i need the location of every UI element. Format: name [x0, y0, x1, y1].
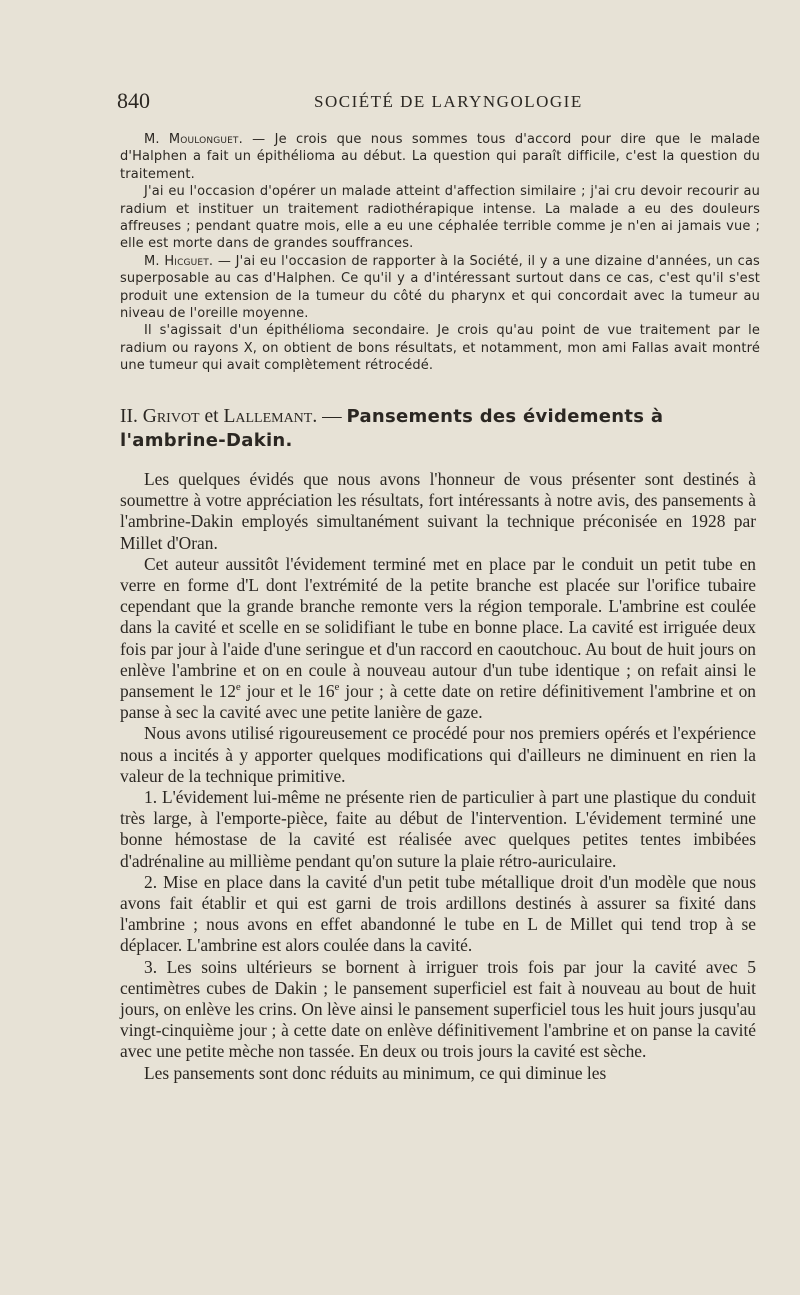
author-name: Grivot — [142, 406, 200, 427]
speaker-name: M. Hicguet. — [144, 253, 214, 269]
body-text: Cet auteur aussitôt l'évidement terminé met en place par le conduit un petit tube en verre en forme d'L dont l'extrémité de la petite branche est placée sur l'orifice tubaire cependant que la grande branche remonte vers la région temporale. L'ambrine est coulée dans la cavité et scelle en se solidifiant le tube en bonne place. La cavité est irriguée deux fois par jour à l'aide d'une seringue et d'un raccord en caoutchouc. Au bout de huit jours on enlève l'ambrine et on en coule à nouveau autour d'un tube identique ; on refait ainsi le pansement le 12 — [120, 553, 756, 702]
discussion-text: — J'ai eu l'occasion de rapporter à la Société, il y a une dizaine d'années, un cas superposable au cas d'Halphen. Ce qu'il y a d'intéressant surtout dans ce cas, c'est qu'il s'est produit une extension de la tumeur du côté du pharynx et qui concordait avec la tumeur au niveau de l'oreille moyenne. — [120, 253, 760, 322]
body-paragraph — [120, 554, 756, 724]
discussion-paragraph — [120, 253, 760, 323]
discussion-paragraph — [120, 183, 760, 253]
body-paragraph: Les quelques évidés que nous avons l'honneur de vous présenter sont destinés à soumettre à votre appréciation les résultats, fort intéressants à notre avis, des pansements à l'ambrine-Dakin employés simultanément suivant la technique préconisée en 1928 par Millet d'Oran. — [120, 469, 756, 553]
superscript: e — [235, 681, 241, 694]
discussion-text: — Je crois que nous sommes tous d'accord pour dire que le malade d'Halphen a fait un épithélioma au début. La question qui paraît difficile, c'est la question du traitement. — [120, 132, 760, 182]
discussion-paragraph — [120, 131, 760, 183]
speaker-name: M. Moulonguet. — [144, 132, 243, 147]
author-connector: et — [204, 406, 219, 427]
article-number: II. — [120, 406, 138, 427]
body-text: jour et le 16 — [240, 681, 335, 702]
page-number: 840 — [117, 88, 150, 113]
running-title: SOCIÉTÉ DE LARYNGOLOGIE — [314, 92, 583, 111]
body-paragraph: 2. Mise en place dans la cavité d'un petit tube métallique droit d'un modèle que nous avons fait établir et qui est garni de trois ardillons destinés à assurer sa fixité dans l'ambrine ; nous avons en effet abandonné le tube en L de Millet qui tend trop à se déplacer. L'ambrine est alors coulée dans la cavité. — [120, 871, 756, 956]
heading-dash: — — [322, 406, 342, 427]
body-paragraph: Nous avons utilisé rigoureusement ce procédé pour nos premiers opérés et l'expérience nous a incités à y apporter quelques modifications qui d'ailleurs ne diminuent en rien la valeur de la technique primitive. — [120, 723, 756, 786]
article-heading — [120, 405, 760, 453]
author-name: Lallemant. — [223, 406, 318, 427]
body-paragraph: 1. L'évidement lui-même ne présente rien de particulier à part une plastique du conduit très large, à l'emporte-pièce, faite au début de l'intervention. L'évidement terminé une bonne hémostase de la cavité est réalisée avec quelques petites tentes imbibées d'adrénaline au millième pendant qu'on suture la plaie rétro-auriculaire. — [120, 787, 756, 871]
article-title: Pansements des évidements à l'ambrine-Dakin. — [120, 406, 664, 451]
body-paragraph: Les pansements sont donc réduits au minimum, ce qui diminue les — [144, 1062, 607, 1083]
body-text: jour ; à cette date on retire définitivement l'ambrine et on panse à sec la cavité avec une petite lanière de gaze. — [120, 681, 756, 723]
discussion-section — [120, 131, 760, 375]
discussion-text: J'ai eu l'occasion d'opérer un malade atteint d'affection similaire ; j'ai cru devoir recourir au radium et instituer un traitement radiothérapique intense. La malade a eu des douleurs affreuses ; pendant quatre mois, elle a eu une céphalée terrible comme je n'en ai jamais vue ; elle est morte dans de grandes souffrances. — [120, 184, 760, 252]
article-body — [120, 469, 756, 1084]
superscript: e — [334, 681, 340, 694]
body-paragraph: 3. Les soins ultérieurs se bornent à irriguer trois fois par jour la cavité avec 5 centimètres cubes de Dakin ; le pansement superficiel est fait à nouveau au bout de huit jours, on enlève les crins. On lève ainsi le pansement superficiel tous les huit jours jusqu'au vingt-cinquième jour ; à cette date on enlève définitivement l'ambrine et on panse la cavité avec une petite mèche non tassée. En deux ou trois jours la cavité est sèche. — [120, 956, 756, 1062]
discussion-paragraph — [120, 322, 760, 374]
discussion-text: Il s'agissait d'un épithélioma secondaire. Je crois qu'au point de vue traitement par le radium ou rayons X, on obtient de bons résultats, et notamment, mon ami Fallas avait montré une tumeur qui avait complètement rétrocédé. — [120, 323, 760, 374]
